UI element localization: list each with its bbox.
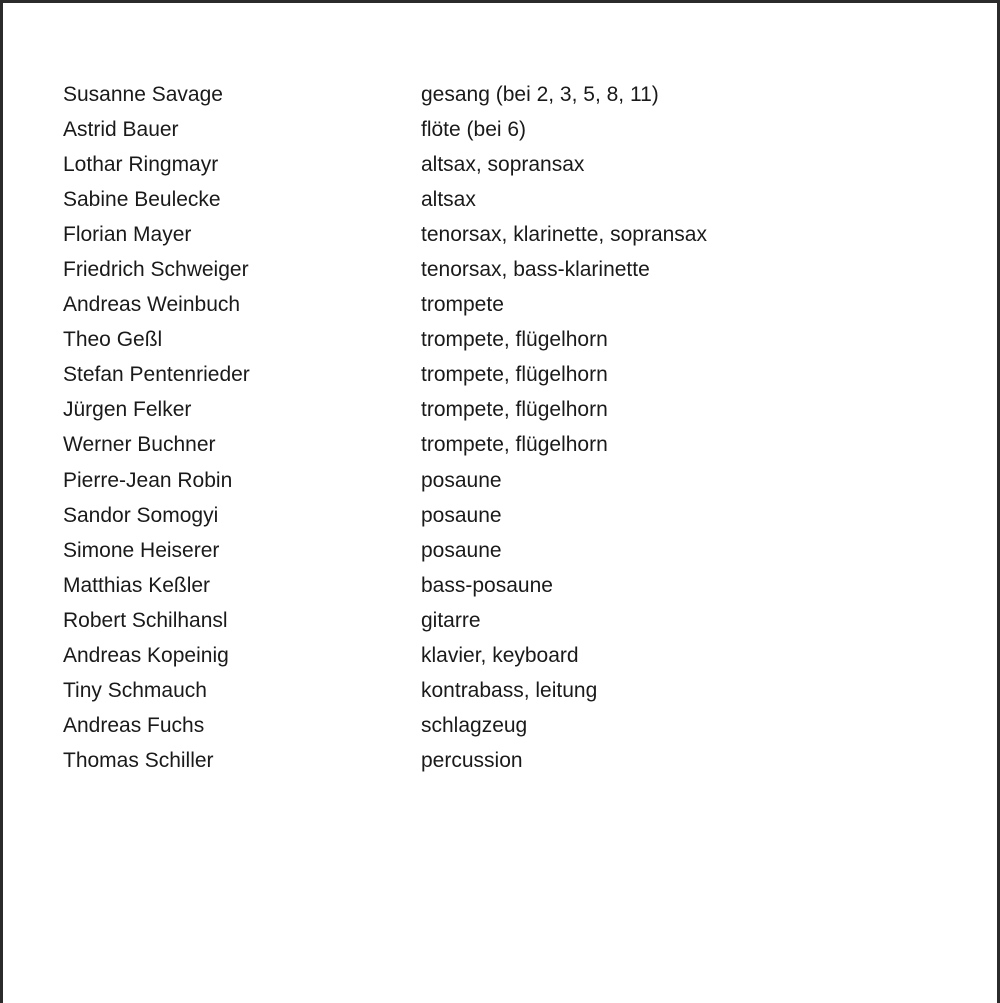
- musician-row: [63, 217, 707, 252]
- musician-row: [63, 77, 707, 112]
- musician-row: [63, 428, 707, 463]
- musician-instrument: trompete, flügelhorn: [421, 433, 608, 457]
- musician-name: Simone Heiserer: [63, 538, 220, 562]
- musician-instrument: tenorsax, klarinette, sopransax: [421, 222, 707, 246]
- musician-name: Jürgen Felker: [63, 398, 192, 422]
- musician-row: [63, 323, 707, 358]
- musician-name: Lothar Ringmayr: [63, 152, 219, 176]
- musician-name: Friedrich Schweiger: [63, 258, 249, 282]
- musician-name: Robert Schilhansl: [63, 608, 228, 632]
- musician-row: [63, 603, 707, 638]
- musician-name: Florian Mayer: [63, 222, 192, 246]
- musician-instrument: trompete, flügelhorn: [421, 398, 608, 422]
- musician-row: [63, 533, 707, 568]
- musician-name: Andreas Weinbuch: [63, 293, 241, 317]
- musician-name: Susanne Savage: [63, 82, 223, 106]
- musician-row: [63, 182, 707, 217]
- musician-roster: [63, 77, 707, 779]
- musician-instrument: posaune: [421, 503, 502, 527]
- musician-instrument: tenorsax, bass-klarinette: [421, 258, 650, 282]
- musician-row: [63, 568, 707, 603]
- musician-instrument: flöte (bei 6): [421, 117, 527, 141]
- musician-row: [63, 393, 707, 428]
- musician-instrument: schlagzeug: [421, 714, 528, 738]
- musician-instrument: altsax: [421, 187, 476, 211]
- musician-row: [63, 252, 707, 287]
- musician-instrument: bass-posaune: [421, 573, 553, 597]
- musician-name: Sabine Beulecke: [63, 187, 221, 211]
- musician-instrument: percussion: [421, 749, 523, 773]
- musician-row: [63, 709, 707, 744]
- musician-instrument: trompete: [421, 293, 504, 317]
- musician-row: [63, 498, 707, 533]
- musician-name: Tiny Schmauch: [63, 679, 207, 703]
- musician-name: Werner Buchner: [63, 433, 216, 457]
- musician-instrument: altsax, sopransax: [421, 152, 585, 176]
- musician-row: [63, 639, 707, 674]
- musician-row: [63, 463, 707, 498]
- musician-name: Andreas Kopeinig: [63, 644, 229, 668]
- musician-instrument: trompete, flügelhorn: [421, 328, 608, 352]
- musician-name: Stefan Pentenrieder: [63, 363, 250, 387]
- musician-name: Andreas Fuchs: [63, 714, 205, 738]
- musician-instrument: kontrabass, leitung: [421, 679, 598, 703]
- musician-name: Sandor Somogyi: [63, 503, 219, 527]
- musician-name: Theo Geßl: [63, 328, 163, 352]
- musician-instrument: posaune: [421, 468, 502, 492]
- musician-row: [63, 147, 707, 182]
- musician-row: [63, 358, 707, 393]
- musician-row: [63, 112, 707, 147]
- musician-name: Matthias Keßler: [63, 573, 211, 597]
- musician-instrument: trompete, flügelhorn: [421, 363, 608, 387]
- musician-instrument: gitarre: [421, 608, 481, 632]
- musician-instrument: gesang (bei 2, 3, 5, 8, 11): [421, 82, 659, 106]
- musician-row: [63, 674, 707, 709]
- musician-name: Thomas Schiller: [63, 749, 214, 773]
- musician-name: Astrid Bauer: [63, 117, 179, 141]
- musician-instrument: posaune: [421, 538, 502, 562]
- musician-instrument: klavier, keyboard: [421, 644, 579, 668]
- musician-row: [63, 744, 707, 779]
- musician-name: Pierre-Jean Robin: [63, 468, 233, 492]
- musician-row: [63, 288, 707, 323]
